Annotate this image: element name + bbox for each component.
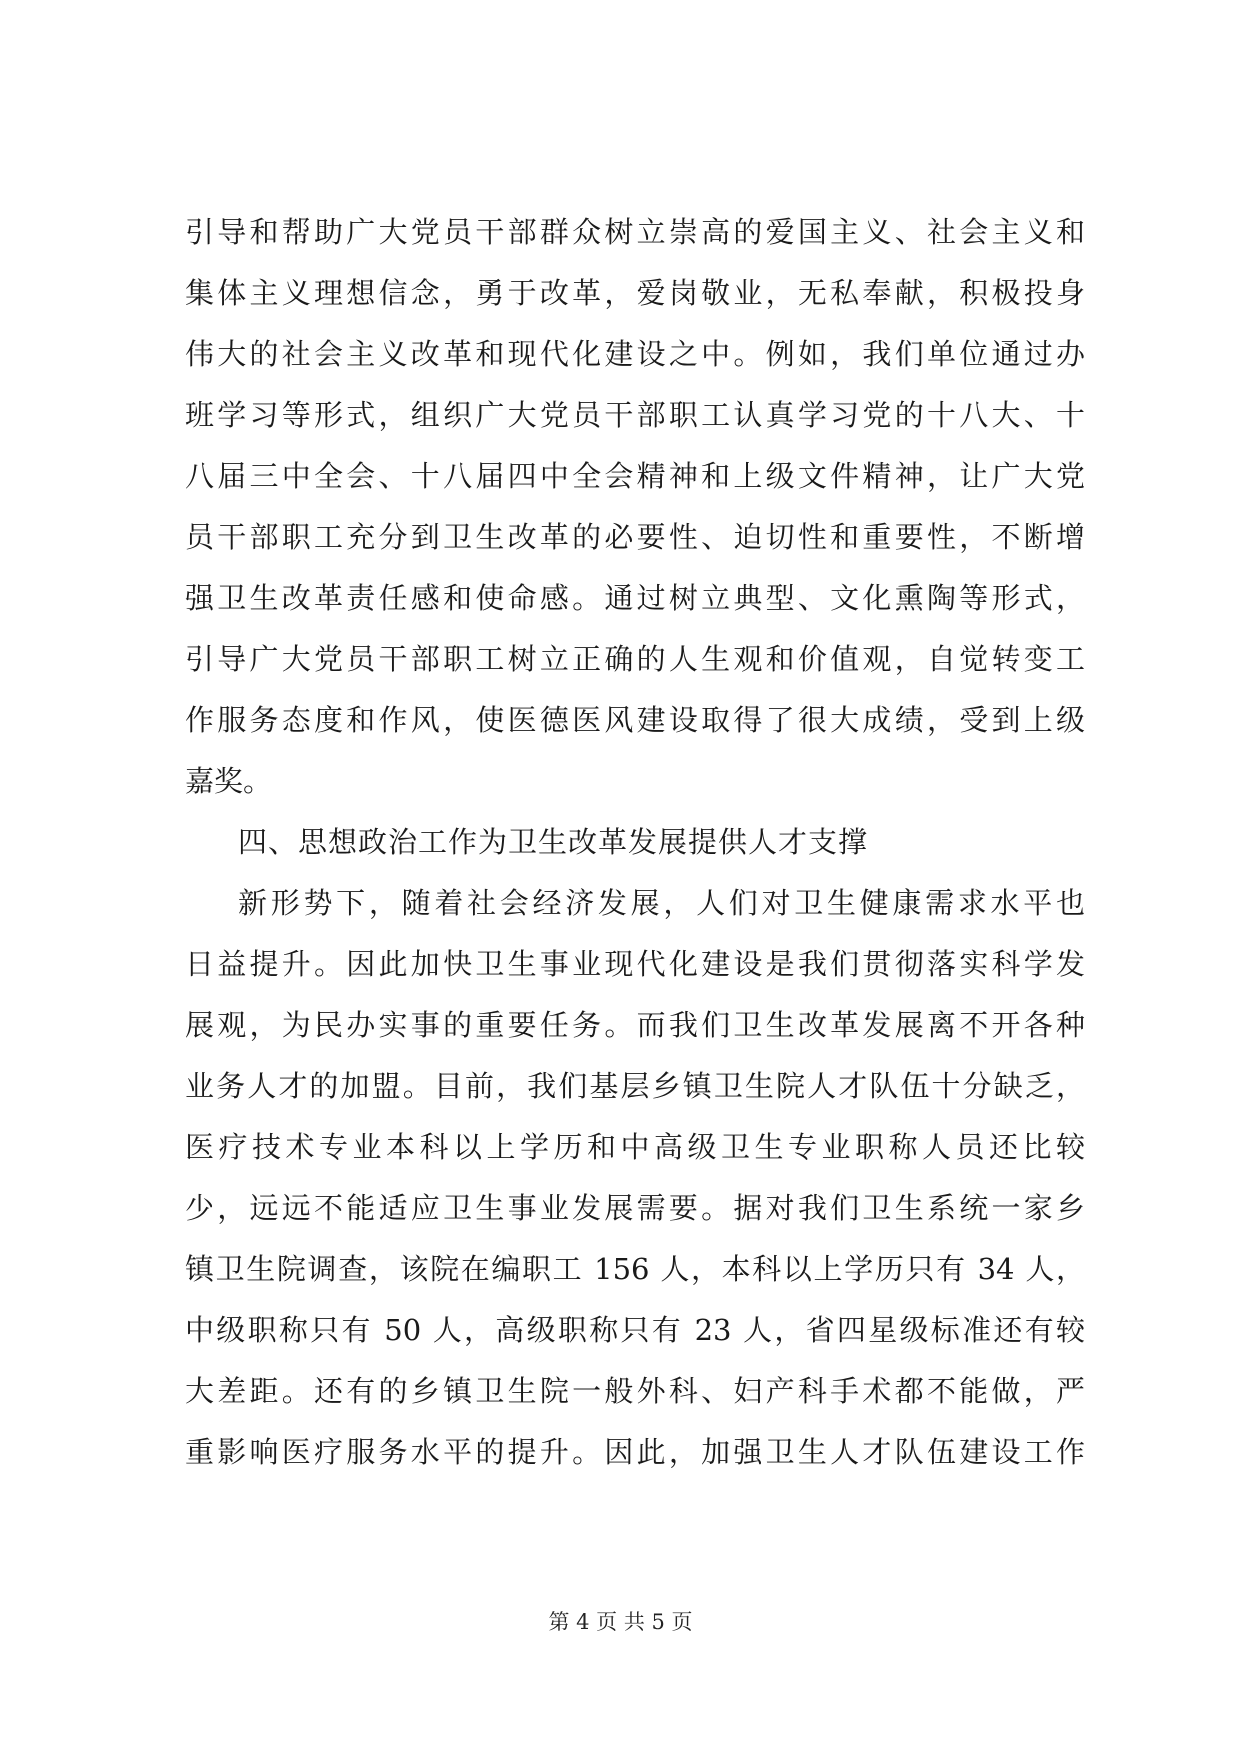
paragraph-line: 引导和帮助广大党员干部群众树立崇高的爱国主义、社会主义和 <box>185 215 1085 249</box>
paragraph-line: 作服务态度和作风，使医德医风建设取得了很大成绩，受到上级 <box>185 703 1085 737</box>
paragraph-line: 中级职称只有 50 人，高级职称只有 23 人，省四星级标准还有较 <box>185 1313 1085 1347</box>
paragraph-line: 镇卫生院调查，该院在编职工 156 人，本科以上学历只有 34 人， <box>185 1252 1085 1286</box>
paragraph-line: 展观，为民办实事的重要任务。而我们卫生改革发展离不开各种 <box>185 1008 1085 1042</box>
paragraph-line: 员干部职工充分到卫生改革的必要性、迫切性和重要性，不断增 <box>185 520 1085 554</box>
page-number: 第 4 页 共 5 页 <box>548 1610 693 1634</box>
paragraph-line: 大差距。还有的乡镇卫生院一般外科、妇产科手术都不能做，严 <box>185 1374 1085 1408</box>
paragraph-line: 业务人才的加盟。目前，我们基层乡镇卫生院人才队伍十分缺乏， <box>185 1069 1085 1103</box>
paragraph-line: 嘉奖。 <box>185 764 273 798</box>
paragraph-line: 伟大的社会主义改革和现代化建设之中。例如，我们单位通过办 <box>185 337 1085 371</box>
section-heading: 四、思想政治工作为卫生改革发展提供人才支撑 <box>238 825 869 859</box>
paragraph-line: 集体主义理想信念，勇于改革，爱岗敬业，无私奉献，积极投身 <box>185 276 1085 310</box>
paragraph-line: 医疗技术专业本科以上学历和中高级卫生专业职称人员还比较 <box>185 1130 1085 1164</box>
paragraph-line: 八届三中全会、十八届四中全会精神和上级文件精神，让广大党 <box>185 459 1085 493</box>
paragraph-line: 少，远远不能适应卫生事业发展需要。据对我们卫生系统一家乡 <box>185 1191 1085 1225</box>
paragraph-line: 班学习等形式，组织广大党员干部职工认真学习党的十八大、十 <box>185 398 1085 432</box>
paragraph-line: 日益提升。因此加快卫生事业现代化建设是我们贯彻落实科学发 <box>185 947 1085 981</box>
paragraph-line: 重影响医疗服务水平的提升。因此，加强卫生人才队伍建设工作 <box>185 1435 1085 1469</box>
paragraph-line: 强卫生改革责任感和使命感。通过树立典型、文化熏陶等形式， <box>185 581 1085 615</box>
paragraph-line: 引导广大党员干部职工树立正确的人生观和价值观，自觉转变工 <box>185 642 1085 676</box>
paragraph-line: 新形势下，随着社会经济发展，人们对卫生健康需求水平也 <box>238 886 1085 920</box>
